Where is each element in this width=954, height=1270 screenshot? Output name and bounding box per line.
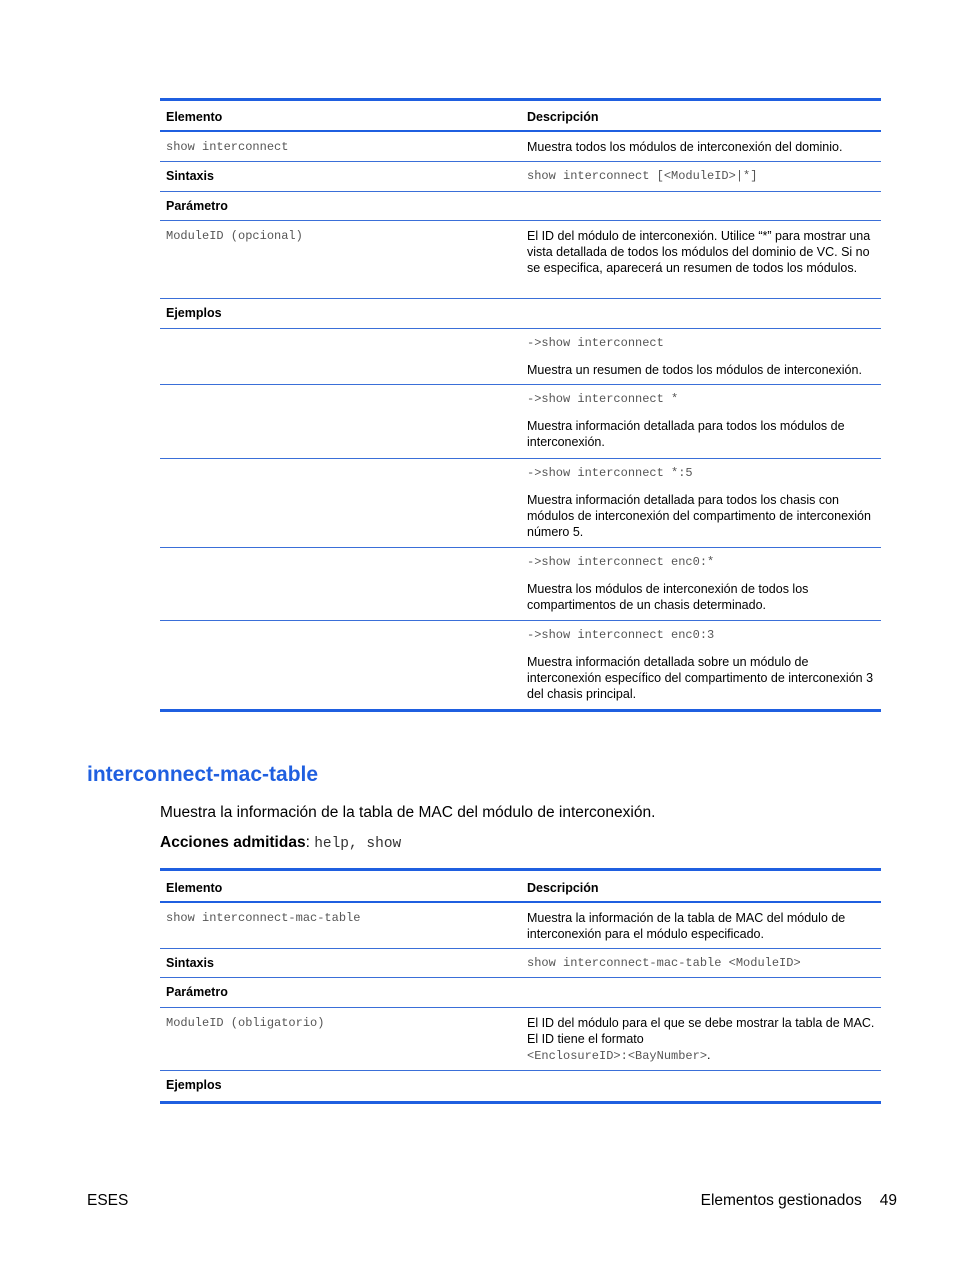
examples-label: Ejemplos xyxy=(166,1078,222,1092)
actions-separator: : xyxy=(305,834,315,851)
parameter-name: ModuleID (opcional) xyxy=(166,229,303,243)
footer-section: Elementos gestionados xyxy=(700,1192,862,1209)
header-descripcion: Descripción xyxy=(527,110,599,124)
syntax-row xyxy=(160,162,881,192)
parameter-row xyxy=(160,1008,881,1071)
example-row xyxy=(160,621,881,709)
table-bottom-rule xyxy=(160,1101,881,1104)
example-row xyxy=(160,548,881,621)
parameter-description: El ID del módulo de interconexión. Utilice “*” para mostrar una vista detallada de todos los módulos del dominio de VC. Si no se especifica, aparecerá un resumen de todos los módulos. xyxy=(527,229,871,275)
parameter-format: <EnclosureID>:<BayNumber> xyxy=(527,1049,708,1063)
parameter-label-row xyxy=(160,978,881,1008)
table-row xyxy=(160,132,881,162)
syntax-row xyxy=(160,949,881,978)
syntax-label: Sintaxis xyxy=(166,169,214,183)
command-cell: show interconnect-mac-table xyxy=(166,911,361,925)
example-command: ->show interconnect enc0:3 xyxy=(527,628,715,642)
header-elemento: Elemento xyxy=(166,110,223,124)
example-description: Muestra información detallada para todos los chasis con módulos de interconexión del compartimento de interconexión número 5. xyxy=(527,493,871,539)
example-description: Muestra información detallada sobre un módulo de interconexión específico del compartimento de interconexión 3 del chasis principal. xyxy=(527,655,874,701)
table-interconnect xyxy=(160,98,881,712)
footer-locale: ESES xyxy=(87,1192,129,1209)
example-description: Muestra un resumen de todos los módulos de interconexión. xyxy=(527,363,862,377)
example-row xyxy=(160,385,881,459)
section-title: interconnect-mac-table xyxy=(87,763,319,786)
example-command: ->show interconnect xyxy=(527,336,664,350)
header-elemento: Elemento xyxy=(166,881,223,895)
example-description: Muestra información detallada para todos los módulos de interconexión. xyxy=(527,419,845,449)
actions-label: Acciones admitidas xyxy=(160,834,306,851)
parameter-row xyxy=(160,221,881,299)
description-cell: Muestra todos los módulos de interconexión del dominio. xyxy=(527,140,843,154)
parameter-label-row xyxy=(160,192,881,221)
actions-value: help, show xyxy=(314,836,402,852)
parameter-label: Parámetro xyxy=(166,985,228,999)
example-description: Muestra los módulos de interconexión de todos los compartimentos de un chasis determinado. xyxy=(527,582,809,612)
syntax-label: Sintaxis xyxy=(166,956,214,970)
syntax-value: show interconnect-mac-table <ModuleID> xyxy=(527,956,801,970)
table-header-row xyxy=(160,871,881,903)
example-row xyxy=(160,329,881,385)
examples-label-row xyxy=(160,1071,881,1101)
supported-actions xyxy=(160,834,401,852)
page-number: 49 xyxy=(879,1192,897,1209)
table-interconnect-mac-table xyxy=(160,868,881,1104)
parameter-label: Parámetro xyxy=(166,199,228,213)
syntax-value: show interconnect [<ModuleID>|*] xyxy=(527,169,758,183)
footer-page-info xyxy=(701,1192,897,1210)
section-intro: Muestra la información de la tabla de MAC del módulo de interconexión. xyxy=(160,804,656,821)
parameter-description xyxy=(521,1015,881,1070)
table-header-row xyxy=(160,101,881,132)
description-cell: Muestra la información de la tabla de MAC del módulo de interconexión para el módulo especificado. xyxy=(527,911,846,941)
table-bottom-rule xyxy=(160,709,881,712)
parameter-description-text: El ID del módulo para el que se debe mostrar la tabla de MAC. El ID tiene el formato xyxy=(527,1016,875,1046)
table-row xyxy=(160,903,881,949)
command-cell: show interconnect xyxy=(166,140,289,154)
parameter-name: ModuleID (obligatorio) xyxy=(166,1016,325,1030)
examples-label: Ejemplos xyxy=(166,306,222,320)
example-command: ->show interconnect enc0:* xyxy=(527,555,715,569)
header-descripcion: Descripción xyxy=(527,881,599,895)
parameter-format-end: . xyxy=(707,1048,711,1062)
example-command: ->show interconnect * xyxy=(527,392,679,406)
example-command: ->show interconnect *:5 xyxy=(527,466,693,480)
example-row xyxy=(160,459,881,548)
examples-label-row xyxy=(160,299,881,329)
